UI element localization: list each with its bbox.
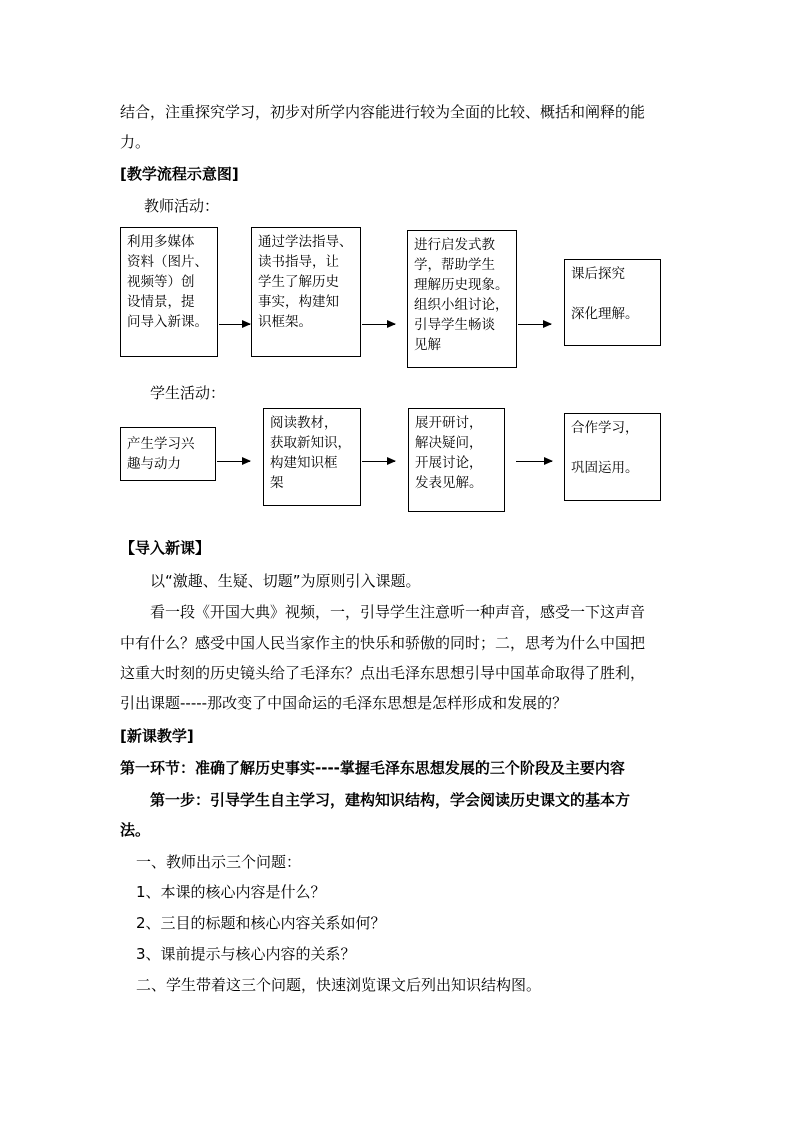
box-line — [571, 284, 654, 304]
box-line — [571, 438, 654, 458]
arrow-right-icon — [518, 324, 551, 325]
arrow-right-icon — [217, 461, 250, 462]
box-line: 问导入新课。 — [127, 314, 208, 330]
daoru-paragraph-2-line-3: 这重大时刻的历史镜头给了毛泽东？点出毛泽东思想引导中国革命取得了胜利， — [120, 664, 646, 682]
intro-line-2: 力。 — [120, 133, 151, 151]
daoru-paragraph-2-line-1: 看一段《开国大典》视频，一，引导学生注意听一种声音，感受一下这声音 — [150, 603, 646, 621]
box-line: 视频等）创 — [127, 274, 195, 290]
question-1: 1、本课的核心内容是什么？ — [136, 883, 326, 901]
box-line: 学，帮助学生 — [414, 257, 495, 273]
student-box-1 — [120, 427, 216, 481]
box-line: 趣与动力 — [127, 456, 181, 472]
box-line: 发表见解。 — [415, 475, 483, 491]
question-2: 2、三目的标题和核心内容关系如何？ — [136, 914, 386, 932]
daoru-paragraph-1: 以“激趣、生疑、切题”为原则引入课题。 — [150, 572, 421, 590]
box-line: 通过学法指导、 — [258, 234, 353, 250]
box-line: 深化理解。 — [571, 306, 639, 322]
student-box-4 — [564, 413, 661, 501]
arrow-right-icon — [362, 461, 395, 462]
box-line: 获取新知识， — [270, 435, 351, 451]
box-line: 课后探究 — [571, 266, 625, 282]
teacher-box-2 — [251, 227, 361, 357]
box-line: 巩固运用。 — [571, 460, 639, 476]
arrow-right-icon — [219, 324, 250, 325]
daoru-heading: 【导入新课】 — [120, 539, 211, 557]
question-3: 3、课前提示与核心内容的关系？ — [136, 945, 356, 963]
box-line: 事实，构建知 — [258, 294, 339, 310]
daoru-paragraph-2-line-4: 引出课题-----那改变了中国命运的毛泽东思想是怎样形成和发展的？ — [120, 694, 568, 712]
box-line: 阅读教材， — [270, 415, 338, 431]
box-line: 资料（图片、 — [127, 254, 208, 270]
box-line: 构建知识框 — [270, 455, 338, 471]
box-line: 进行启发式教 — [414, 237, 495, 253]
student-box-2 — [263, 408, 361, 506]
box-line: 理解历史现象。 — [414, 277, 509, 293]
box-line: 开展讨论， — [415, 455, 483, 471]
box-line: 利用多媒体 — [127, 234, 195, 250]
arrow-right-icon — [516, 461, 552, 462]
section-1-title: 第一环节：准确了解历史事实----掌握毛泽东思想发展的三个阶段及主要内容 — [120, 759, 625, 777]
teacher-box-4 — [564, 259, 661, 346]
box-line: 读书指导，让 — [258, 254, 339, 270]
step-1-line-2: 法。 — [120, 821, 151, 839]
box-line: 识框架。 — [258, 314, 312, 330]
xinke-heading: [新课教学] — [120, 727, 194, 745]
box-line: 学生了解历史 — [258, 274, 339, 290]
intro-line-1: 结合，注重探究学习，初步对所学内容能进行较为全面的比较、概括和阐释的能 — [120, 103, 646, 121]
box-line: 解决疑问， — [415, 435, 483, 451]
box-line: 组织小组讨论， — [414, 297, 509, 313]
flow-heading: [教学流程示意图] — [120, 165, 239, 183]
student-box-3 — [408, 408, 505, 512]
daoru-paragraph-2-line-2: 中有什么？感受中国人民当家作主的快乐和骄傲的同时；二，思考为什么中国把 — [120, 634, 646, 652]
teacher-box-1 — [120, 227, 218, 357]
box-line: 展开研讨， — [415, 415, 483, 431]
box-line: 见解 — [414, 337, 441, 353]
box-line: 合作学习， — [571, 420, 639, 436]
teacher-activity-label: 教师活动： — [144, 197, 220, 215]
list-item-2: 二、学生带着这三个问题，快速浏览课文后列出知识结构图。 — [136, 976, 542, 994]
box-line: 设情景，提 — [127, 294, 195, 310]
list-item-1: 一、教师出示三个问题： — [136, 853, 302, 871]
step-1-line-1: 第一步：引导学生自主学习，建构知识结构，学会阅读历史课文的基本方 — [150, 791, 631, 809]
box-line: 产生学习兴 — [127, 436, 195, 452]
teacher-box-3 — [407, 230, 517, 368]
student-activity-label: 学生活动： — [150, 384, 226, 402]
box-line: 引导学生畅谈 — [414, 317, 495, 333]
arrow-right-icon — [362, 324, 395, 325]
box-line: 架 — [270, 475, 284, 491]
